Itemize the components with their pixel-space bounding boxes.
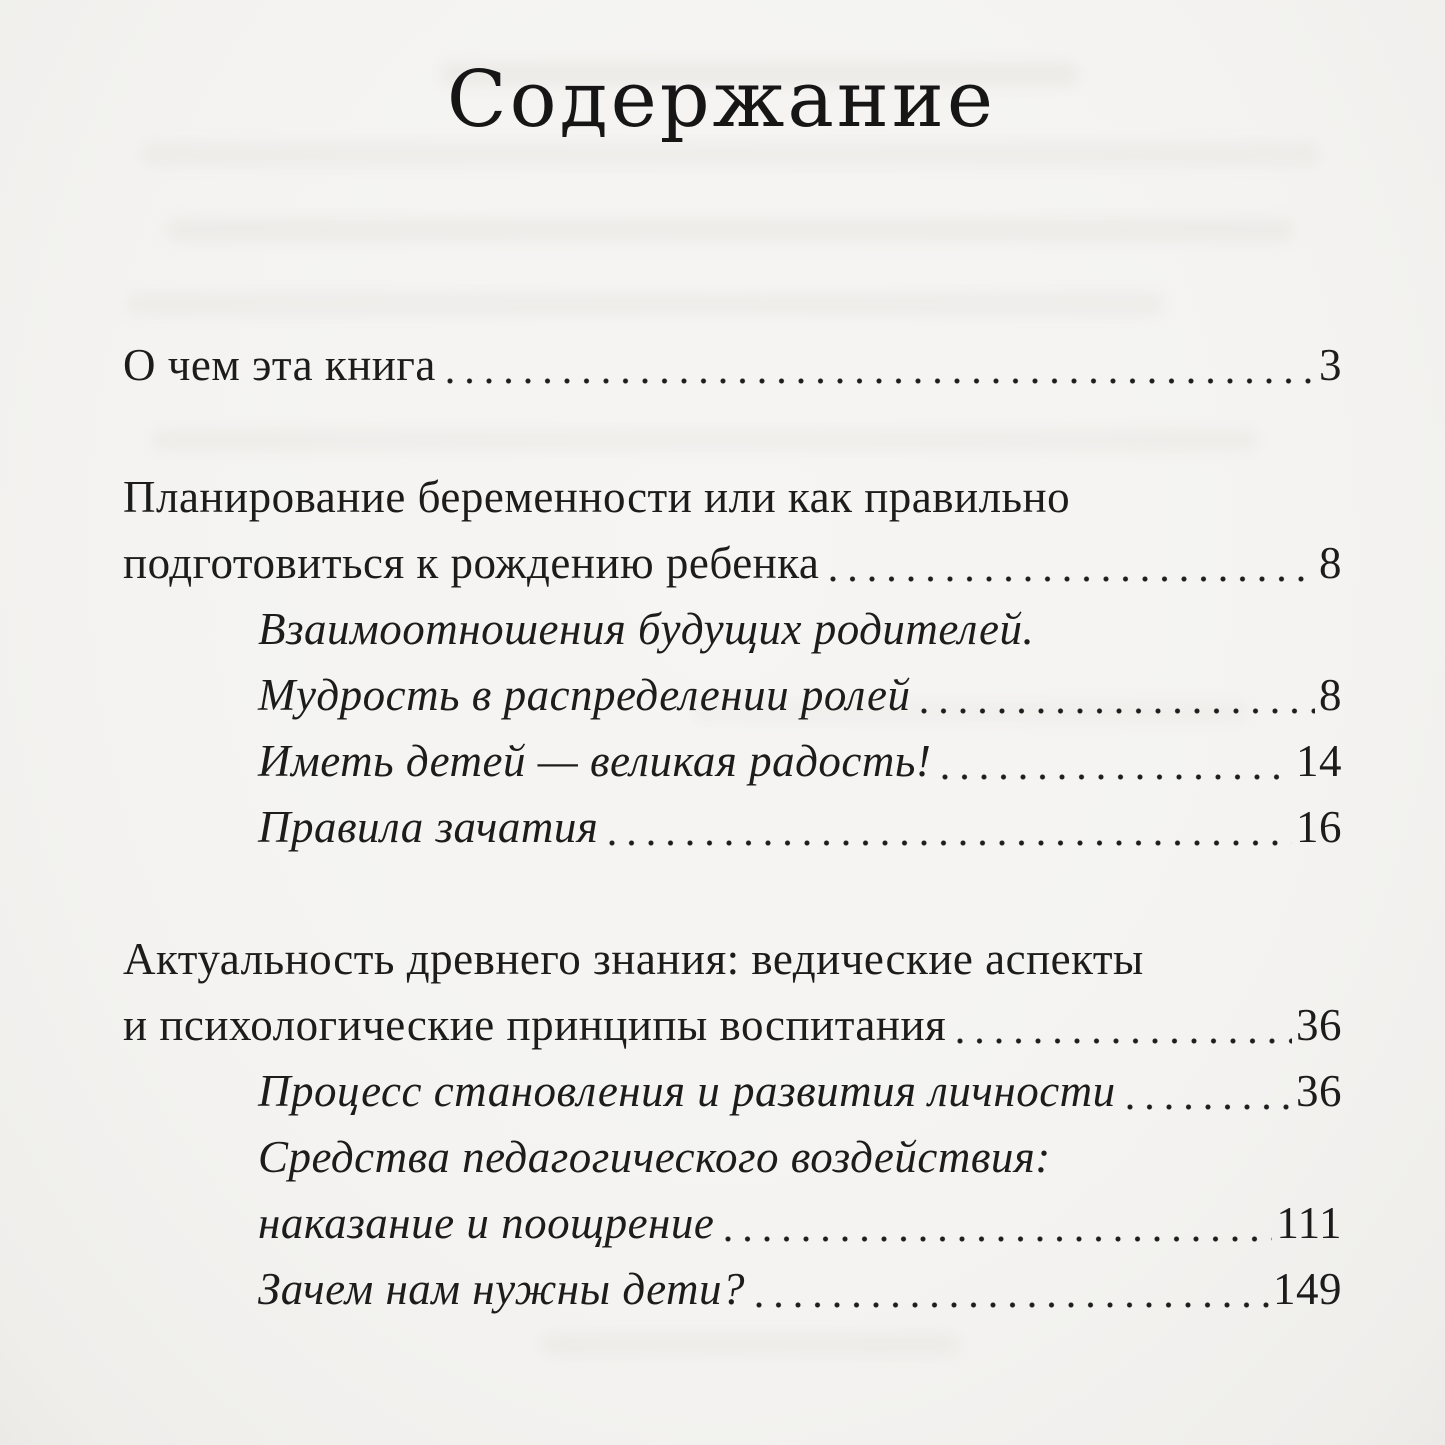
- toc-line-text: Мудрость в распределении ролей: [258, 670, 911, 720]
- toc-line-text: Средства педагогического воздействия:: [258, 1132, 1051, 1182]
- toc-line-section-a: [123, 596, 1342, 662]
- toc-line-text: О чем эта книга: [123, 340, 436, 390]
- toc-line-text: и психологические принципы воспитания: [123, 1000, 947, 1050]
- toc-line-section-c: [123, 1124, 1342, 1190]
- page-title: Содержание: [446, 55, 997, 145]
- toc-line-text: Иметь детей — великая радость!: [258, 736, 932, 786]
- toc-line-text: Правила зачатия: [258, 802, 599, 852]
- toc-line-text: Взаимоотношения будущих родителей.: [258, 604, 1035, 654]
- toc-line-text: Планирование беременности или как правильно: [123, 472, 1071, 522]
- toc-line-preface: [123, 332, 1342, 398]
- table-of-contents: [123, 332, 1342, 1322]
- toc-line-text: наказание и поощрение: [258, 1198, 715, 1248]
- toc-line-section: [123, 728, 1342, 794]
- toc-page-number: 36: [1296, 1066, 1342, 1116]
- toc-line-text: Зачем нам нужны дети?: [258, 1264, 746, 1314]
- toc-page-number: 8: [1319, 670, 1342, 720]
- toc-line-section: [123, 1058, 1342, 1124]
- toc-page-number: 111: [1276, 1198, 1342, 1248]
- dot-leader: [830, 575, 1315, 583]
- dot-leader: [725, 1235, 1272, 1243]
- toc-line-text: подготовиться к рождению ребенка: [123, 538, 820, 588]
- bleed-through-artifact: [125, 292, 1165, 316]
- toc-line-chapter1-a: [123, 464, 1342, 530]
- toc-line-chapter2-a: [123, 926, 1342, 992]
- toc-page-number: 16: [1296, 802, 1342, 852]
- bleed-through-artifact: [540, 1332, 960, 1356]
- toc-page-number: 36: [1296, 1000, 1342, 1050]
- toc-line-section: [123, 794, 1342, 860]
- dot-leader: [921, 707, 1315, 715]
- dot-leader: [1127, 1103, 1292, 1111]
- toc-page-number: 149: [1273, 1264, 1342, 1314]
- dot-leader: [957, 1037, 1292, 1045]
- toc-line-section-d: [123, 1190, 1342, 1256]
- dot-leader: [447, 377, 1315, 385]
- dot-leader: [609, 839, 1292, 847]
- dot-leader: [756, 1301, 1269, 1309]
- toc-line-text: Актуальность древнего знания: ведические аспекты: [123, 934, 1144, 984]
- bleed-through-artifact: [165, 218, 1295, 242]
- toc-line-chapter2-b: [123, 992, 1342, 1058]
- toc-line-section: [123, 1256, 1342, 1322]
- toc-line-text: Процесс становления и развития личности: [258, 1066, 1116, 1116]
- toc-page-number: 3: [1319, 340, 1342, 390]
- toc-line-section-b: [123, 662, 1342, 728]
- toc-page-number: 14: [1296, 736, 1342, 786]
- dot-leader: [942, 773, 1292, 781]
- toc-page-number: 8: [1319, 538, 1342, 588]
- toc-line-chapter1-b: [123, 530, 1342, 596]
